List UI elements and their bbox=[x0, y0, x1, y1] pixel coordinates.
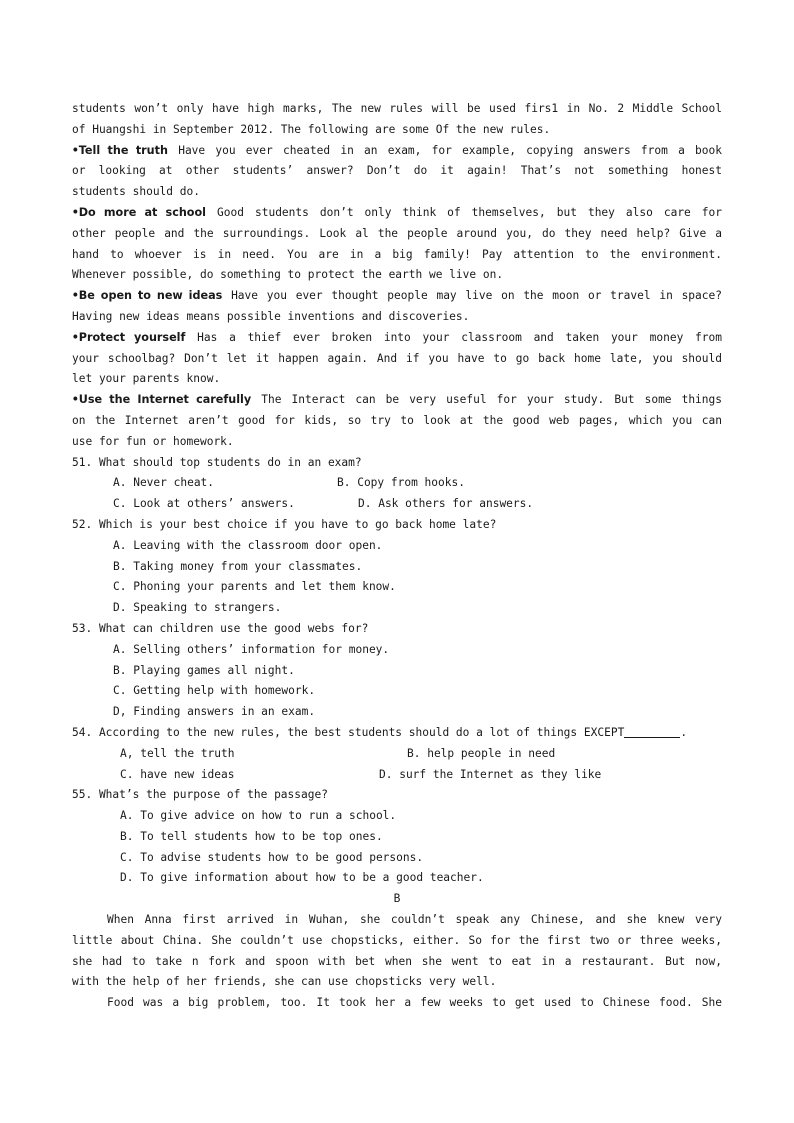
answer-blank bbox=[624, 725, 680, 738]
question-51-options-row-2 bbox=[72, 494, 722, 515]
rule-be-open-to-new-ideas bbox=[72, 286, 722, 307]
rule-title: Use the Internet carefully bbox=[78, 393, 252, 407]
question-54-end: . bbox=[680, 725, 688, 739]
bullet-icon: • bbox=[72, 330, 79, 344]
rule-text: Have you ever thought people may live on the moon or travel in space? bbox=[231, 289, 722, 303]
question-51-options-row-1 bbox=[72, 473, 722, 494]
option-a: A. To give advice on how to run a school. bbox=[120, 809, 397, 823]
bullet-icon: • bbox=[72, 289, 79, 303]
document-content bbox=[72, 99, 722, 1014]
bullet-icon: • bbox=[72, 393, 79, 407]
rule-text-line: students should do. bbox=[72, 185, 200, 199]
option-c: C. Getting help with homework. bbox=[113, 684, 316, 698]
rule-protect-yourself bbox=[72, 328, 722, 349]
option-b: B. Taking money from your classmates. bbox=[113, 559, 363, 573]
option-a: A. Never cheat. bbox=[113, 476, 215, 490]
rule-text: Has a thief ever broken into your classroom and taken your money from bbox=[197, 330, 722, 344]
rule-title: Protect yourself bbox=[78, 330, 186, 344]
rule-do-more-at-school bbox=[72, 203, 722, 224]
rule-use-the-internet-carefully bbox=[72, 390, 722, 411]
question-52-stem: 52. Which is your best choice if you have to go back home late? bbox=[72, 517, 497, 531]
option-c: C. Look at others’ answers. bbox=[113, 497, 295, 511]
option-d: D. surf the Internet as they like bbox=[379, 767, 602, 781]
option-a: A. Selling others’ information for money. bbox=[113, 642, 390, 656]
question-54-options-row-1 bbox=[72, 744, 722, 765]
question-51-stem: 51. What should top students do in an exam? bbox=[72, 455, 362, 469]
bullet-icon: • bbox=[72, 205, 79, 219]
question-54-text: 54. According to the new rules, the best students should do a lot of things EXCEPT bbox=[72, 725, 625, 739]
rule-text: Have you ever cheated in an exam, for example, copying answers from a book bbox=[178, 143, 722, 157]
rule-text-line: other people and the surroundings. Look al the people around you, do they need help? Give a bbox=[72, 226, 722, 240]
passage-b-line: little about China. She couldn’t use chopsticks, either. So for the first two or three weeks, bbox=[72, 933, 722, 947]
passage-b-line: with the help of her friends, she can use chopsticks very well. bbox=[72, 975, 497, 989]
question-53-stem: 53. What can children use the good webs for? bbox=[72, 621, 369, 635]
passage-b-line: When Anna first arrived in Wuhan, she couldn’t speak any Chinese, and she knew very bbox=[107, 913, 722, 927]
option-d: D. Speaking to strangers. bbox=[113, 601, 282, 615]
question-54-options-row-2 bbox=[72, 765, 722, 786]
option-b: B. help people in need bbox=[407, 746, 556, 760]
option-b: B. To tell students how to be top ones. bbox=[120, 829, 383, 843]
question-54-stem bbox=[72, 723, 722, 744]
option-c: C. have new ideas bbox=[120, 767, 235, 781]
option-d: D, Finding answers in an exam. bbox=[113, 705, 316, 719]
rule-text-line: hand to whoever is in need. You are in a big family! Pay attention to the environment. bbox=[72, 247, 722, 261]
rule-text-line: Having new ideas means possible inventions and discoveries. bbox=[72, 309, 470, 323]
rule-tell-the-truth bbox=[72, 141, 722, 162]
option-a: A, tell the truth bbox=[120, 746, 235, 760]
bullet-icon: • bbox=[72, 143, 79, 157]
option-b: B. Copy from hooks. bbox=[337, 476, 465, 490]
rule-text: The Interact can be very useful for your study. But some things bbox=[261, 393, 722, 407]
passage-line: of Huangshi in September 2012. The following are some Of the new rules. bbox=[72, 122, 551, 136]
rule-title: Do more at school bbox=[78, 205, 207, 219]
passage-line: students won’t only have high marks, The new rules will be used firs1 in No. 2 Middle School bbox=[72, 102, 722, 115]
passage-b-line: Food was a big problem, too. It took her a few weeks to get used to Chinese food. She bbox=[107, 996, 722, 1010]
option-c: C. Phoning your parents and let them know. bbox=[113, 580, 396, 594]
rule-title: Tell the truth bbox=[78, 143, 168, 157]
rule-text-line: Whenever possible, do something to protect the earth we live on. bbox=[72, 268, 504, 282]
option-a: A. Leaving with the classroom door open. bbox=[113, 538, 383, 552]
rule-text: Good students don’t only think of themselves, but they also care for bbox=[217, 205, 722, 219]
question-55-stem: 55. What’s the purpose of the passage? bbox=[72, 788, 328, 802]
rule-title: Be open to new ideas bbox=[78, 289, 223, 303]
option-d: D. To give information about how to be a good teacher. bbox=[120, 871, 484, 885]
rule-text-line: let your parents know. bbox=[72, 372, 221, 386]
option-d: D. Ask others for answers. bbox=[358, 497, 534, 511]
rule-text-line: on the Internet aren’t good for kids, so try to look at the good web pages, which you can bbox=[72, 413, 722, 427]
rule-text-line: your schoolbag? Don’t let it happen again. And if you have to go back home late, you should bbox=[72, 351, 722, 365]
passage-b-line: she had to take n fork and spoon with bet when she went to eat in a restaurant. But now, bbox=[72, 954, 722, 968]
option-c: C. To advise students how to be good persons. bbox=[120, 850, 424, 864]
option-b: B. Playing games all night. bbox=[113, 663, 295, 677]
rule-text-line: or looking at other students’ answer? Don’t do it again! That’s not something honest bbox=[72, 164, 722, 178]
rule-text-line: use for fun or homework. bbox=[72, 434, 234, 448]
section-b-label: B bbox=[393, 892, 401, 906]
